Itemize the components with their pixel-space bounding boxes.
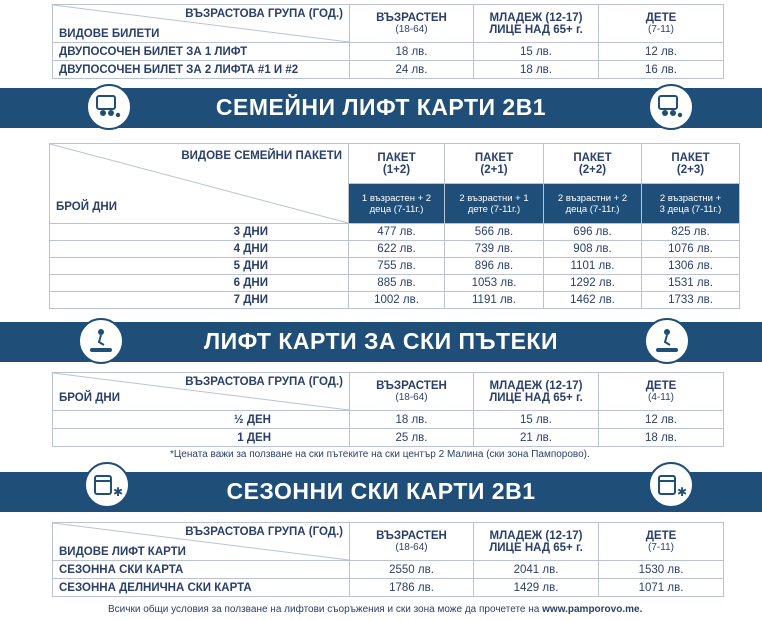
svg-text:✱: ✱ (677, 485, 688, 499)
footnote: *Цената важи за ползване на ски пътеките на ски център 2 Малина (ски зона Пампорово). (170, 449, 590, 460)
table-row (50, 258, 740, 275)
footer-text: Всички общи условия за ползване на лифтови съоръжения и ски зона може да прочетете на (108, 604, 540, 615)
col-child: ДЕТЕ (7-11) (599, 5, 724, 43)
price-cell: 1101 лв. (544, 258, 642, 275)
price-cell: 15 лв. (474, 43, 599, 61)
row-label: СЕЗОННА ДЕЛНИЧНА СКИ КАРТА (53, 579, 350, 597)
price-cell: 908 лв. (544, 241, 642, 258)
col-adult: ВЪЗРАСТЕН (18-64) (350, 5, 474, 43)
col-child: ДЕТЕ (7-11) (599, 523, 724, 561)
price-cell: 18 лв. (350, 411, 474, 429)
row-label: 4 ДНИ (50, 241, 349, 258)
price-cell: 15 лв. (474, 411, 599, 429)
corner-header (53, 523, 350, 561)
price-cell: 18 лв. (599, 429, 724, 447)
family-card-icon (86, 84, 132, 130)
single-lift-ticket-table (52, 4, 724, 79)
price-cell: 1071 лв. (599, 579, 724, 597)
family-packages-table (49, 143, 740, 309)
price-cell: 1530 лв. (599, 561, 724, 579)
price-cell: 18 лв. (474, 61, 599, 79)
table-row (53, 561, 724, 579)
price-cell: 622 лв. (349, 241, 445, 258)
package-description: 2 възрастни + 3 деца (7-11г.) (642, 184, 740, 224)
price-cell: 2041 лв. (474, 561, 599, 579)
col-youth: МЛАДЕЖ (12-17) ЛИЦЕ НАД 65+ г. (474, 523, 599, 561)
table-row (50, 241, 740, 258)
package-header: ПАКЕТ (2+3) (642, 144, 740, 184)
table-row (53, 411, 724, 429)
table-row (50, 292, 740, 309)
price-cell: 885 лв. (349, 275, 445, 292)
package-types-label: ВИДОВЕ СЕМЕЙНИ ПАКЕТИ (181, 150, 342, 162)
price-cell: 1191 лв. (445, 292, 544, 309)
price-cell: 1002 лв. (349, 292, 445, 309)
season-calendar-icon (84, 462, 130, 508)
ski-slope-ticket-table (52, 372, 724, 447)
price-cell: 25 лв. (350, 429, 474, 447)
row-label: СЕЗОННА СКИ КАРТА (53, 561, 350, 579)
price-cell: 1786 лв. (350, 579, 474, 597)
ski-slopes-title: ЛИФТ КАРТИ ЗА СКИ ПЪТЕКИ (204, 328, 558, 354)
season-card-table (52, 522, 724, 597)
table-row (50, 224, 740, 241)
price-cell: 896 лв. (445, 258, 544, 275)
row-label: 5 ДНИ (50, 258, 349, 275)
days-label: БРОЙ ДНИ (56, 201, 117, 213)
age-group-label: ВЪЗРАСТОВА ГРУПА (ГОД.) (185, 376, 343, 388)
price-cell: 1531 лв. (642, 275, 740, 292)
family-card-icon (648, 84, 694, 130)
price-cell: 2550 лв. (350, 561, 474, 579)
price-cell: 24 лв. (350, 61, 474, 79)
package-description: 2 възрастни + 1 дете (7-11г.) (445, 184, 544, 224)
price-cell: 477 лв. (349, 224, 445, 241)
price-cell: 1076 лв. (642, 241, 740, 258)
ski-conveyor-icon (644, 318, 690, 364)
days-label: БРОЙ ДНИ (59, 392, 120, 404)
row-label: 1 ДЕН (53, 429, 350, 447)
footer-note (108, 604, 642, 615)
age-group-label: ВЪЗРАСТОВА ГРУПА (ГОД.) (185, 526, 343, 538)
corner-header (53, 5, 350, 43)
price-cell: 18 лв. (350, 43, 474, 61)
ski-conveyor-icon (78, 318, 124, 364)
price-cell: 1733 лв. (642, 292, 740, 309)
row-label: ДВУПОСОЧЕН БИЛЕТ ЗА 1 ЛИФТ (53, 43, 350, 61)
row-label: 6 ДНИ (50, 275, 349, 292)
table-row (53, 579, 724, 597)
price-cell: 21 лв. (474, 429, 599, 447)
price-cell: 12 лв. (599, 411, 724, 429)
season-cards-title: СЕЗОННИ СКИ КАРТИ 2В1 (226, 478, 536, 504)
col-adult: ВЪЗРАСТЕН (18-64) (350, 373, 474, 411)
table-row (53, 43, 724, 61)
price-cell: 825 лв. (642, 224, 740, 241)
row-label: ДВУПОСОЧЕН БИЛЕТ ЗА 2 ЛИФТА #1 И #2 (53, 61, 350, 79)
table-row (53, 61, 724, 79)
package-header: ПАКЕТ (2+2) (544, 144, 642, 184)
price-cell: 1429 лв. (474, 579, 599, 597)
col-youth: МЛАДЕЖ (12-17) ЛИЦЕ НАД 65+ г. (474, 5, 599, 43)
row-label: 3 ДНИ (50, 224, 349, 241)
svg-text:✱: ✱ (113, 485, 124, 499)
price-cell: 1306 лв. (642, 258, 740, 275)
age-group-label: ВЪЗРАСТОВА ГРУПА (ГОД.) (185, 8, 343, 20)
package-description: 1 възрастен + 2 деца (7-11г.) (349, 184, 445, 224)
family-cards-title: СЕМЕЙНИ ЛИФТ КАРТИ 2В1 (215, 94, 547, 120)
corner-header (53, 373, 350, 411)
ticket-type-label: ВИДОВЕ БИЛЕТИ (59, 28, 160, 40)
price-cell: 12 лв. (599, 43, 724, 61)
row-label: 7 ДНИ (50, 292, 349, 309)
col-youth: МЛАДЕЖ (12-17) ЛИЦЕ НАД 65+ г. (474, 373, 599, 411)
package-header: ПАКЕТ (2+1) (445, 144, 544, 184)
package-header: ПАКЕТ (1+2) (349, 144, 445, 184)
price-cell: 566 лв. (445, 224, 544, 241)
table-row (53, 429, 724, 447)
table-row (50, 275, 740, 292)
price-cell: 739 лв. (445, 241, 544, 258)
price-cell: 1053 лв. (445, 275, 544, 292)
price-cell: 696 лв. (544, 224, 642, 241)
row-label: ½ ДЕН (53, 411, 350, 429)
season-calendar-icon (648, 462, 694, 508)
price-cell: 755 лв. (349, 258, 445, 275)
col-adult: ВЪЗРАСТЕН (18-64) (350, 523, 474, 561)
price-cell: 1292 лв. (544, 275, 642, 292)
price-cell: 16 лв. (599, 61, 724, 79)
website-link[interactable]: www.pamporovo.me. (542, 604, 643, 615)
card-type-label: ВИДОВЕ ЛИФТ КАРТИ (59, 546, 186, 558)
col-child: ДЕТЕ (4-11) (599, 373, 724, 411)
corner-header (50, 144, 349, 224)
package-description: 2 възрастни + 2 деца (7-11г.) (544, 184, 642, 224)
price-cell: 1462 лв. (544, 292, 642, 309)
